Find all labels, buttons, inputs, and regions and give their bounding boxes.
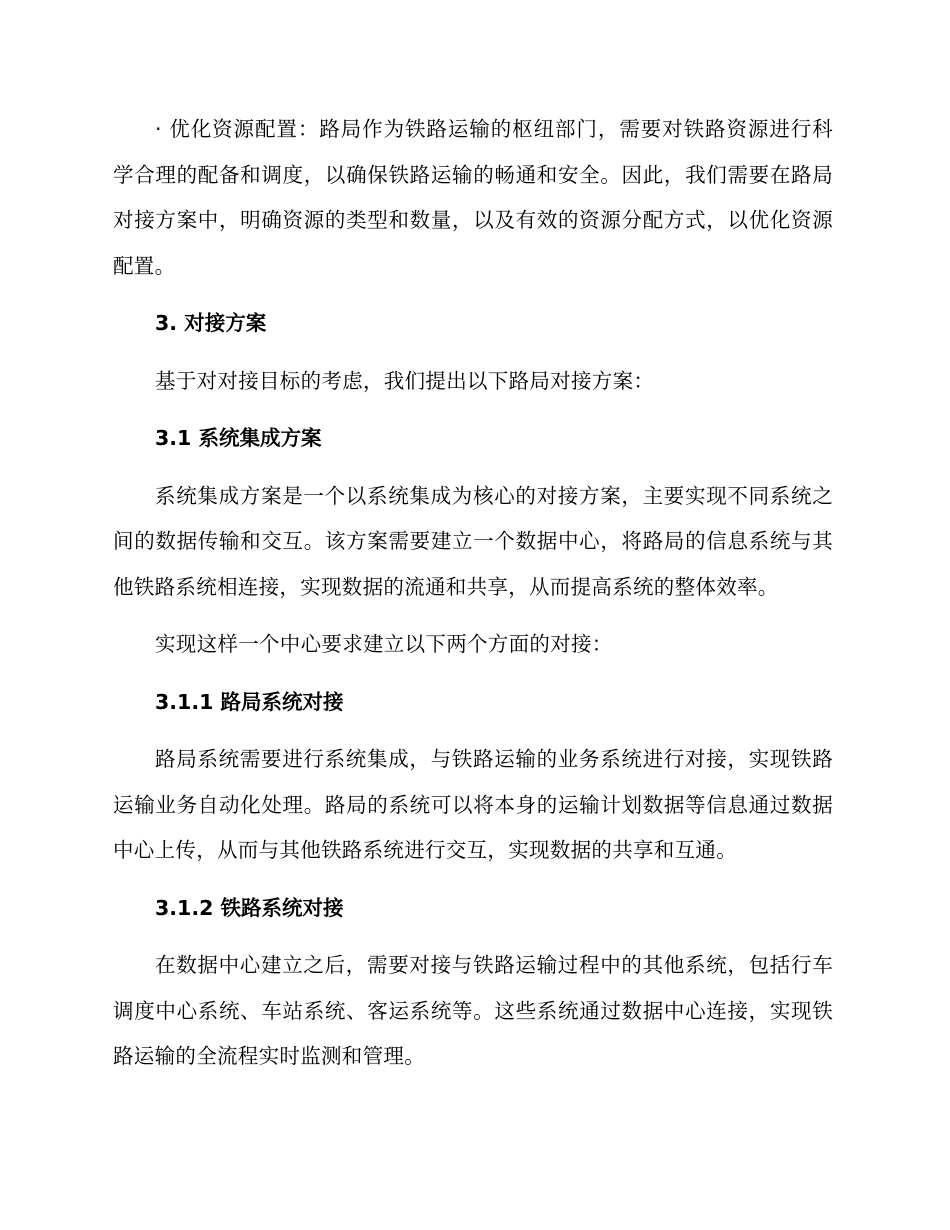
heading-3-1-1-bureau-system: 3.1.1 路局系统对接 (155, 689, 344, 714)
heading-3-1-system-integration: 3.1 系统集成方案 (155, 426, 322, 450)
paragraph-railway-system: 在数据中心建立之后，需要对接与铁路运输过程中的其他系统，包括行车调度中心系统、车站系统、客运系统等。这些系统通过数据中心连接，实现铁路运输的全流程实时监测和管理。 (113, 953, 833, 1068)
paragraph-two-aspects: 实现这样一个中心要求建立以下两个方面的对接： (155, 632, 613, 656)
paragraph-system-integration: 系统集成方案是一个以系统集成为核心的对接方案，主要实现不同系统之间的数据传输和交互。该方案需要建立一个数据中心，将路局的信息系统与其他铁路系统相连接，实现数据的流通和共享，从而提高系统的整体效率。 (113, 483, 833, 599)
document-page (113, 107, 833, 1080)
paragraph-bureau-system: 路局系统需要进行系统集成，与铁路运输的业务系统进行对接，实现铁路运输业务自动化处理。路局的系统可以将本身的运输计划数据等信息通过数据中心上传，从而与其他铁路系统进行交互，实现数据的共享和互通。 (113, 747, 833, 862)
paragraph-optimize-resources: · 优化资源配置：路局作为铁路运输的枢纽部门，需要对铁路资源进行科学合理的配备和调度，以确保铁路运输的畅通和安全。因此，我们需要在路局对接方案中，明确资源的类型和数量，以及有效的资源分配方式，以优化资源配置。 (113, 117, 833, 278)
paragraph-plan-intro: 基于对对接目标的考虑，我们提出以下路局对接方案： (155, 368, 655, 393)
heading-3-1-2-railway-system: 3.1.2 铁路系统对接 (155, 895, 344, 920)
heading-3-integration-plan: 3. 对接方案 (155, 311, 267, 335)
